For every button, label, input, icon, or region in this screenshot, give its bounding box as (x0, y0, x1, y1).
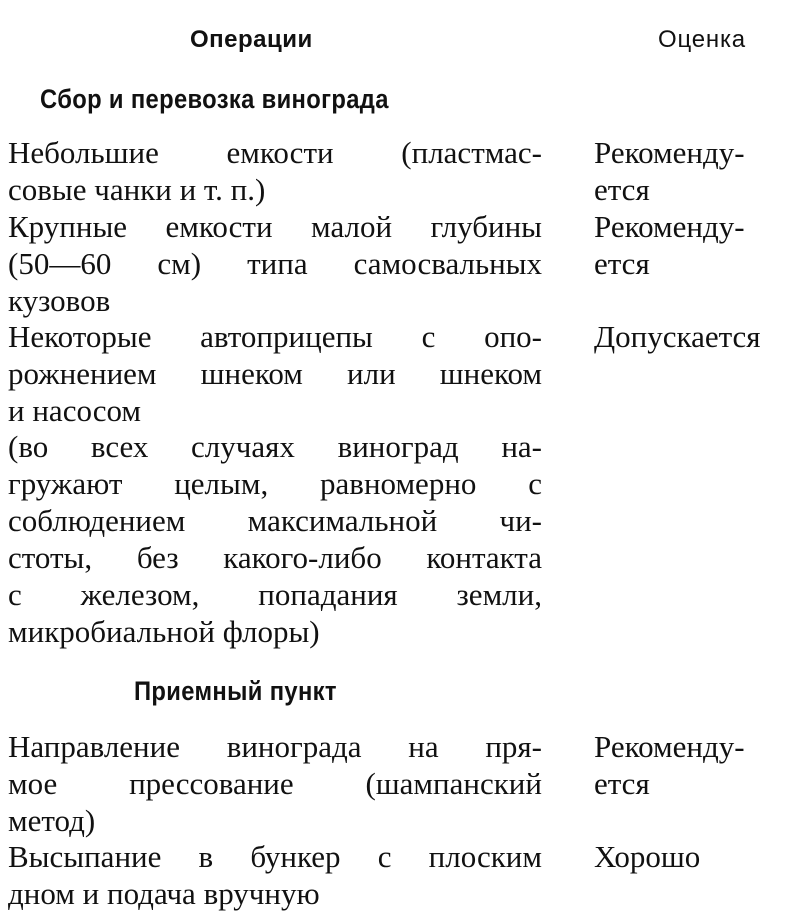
text-line: дном и подача вручную (8, 876, 320, 911)
text-line: Направление винограда на пря- (8, 729, 542, 764)
text-line: соблюдением максимальной чи- (8, 503, 542, 538)
text-line: гружают целым, равномерно с (8, 466, 542, 501)
operation-text (8, 208, 542, 319)
text-line: Некоторые автоприцепы с опо- (8, 319, 542, 354)
section-title-receiving-point: Приемный пункт (134, 676, 337, 706)
table-row (8, 134, 808, 208)
text-line: рожнением шнеком или шнеком (8, 356, 542, 391)
note-paragraph (8, 428, 808, 650)
text-line: микробиальной флоры) (8, 614, 320, 649)
text-line: и насосом (8, 393, 142, 428)
section-title-harvest: Сбор и перевозка винограда (40, 84, 389, 114)
text-line: Небольшие емкости (пластмас- (8, 135, 542, 170)
operation-text (8, 318, 542, 429)
table-row (8, 318, 808, 429)
text-line: ется (594, 246, 650, 281)
operation-text (8, 728, 542, 839)
text-line: (50—60 см) типа самосвальных (8, 246, 542, 281)
evaluation-text (594, 838, 700, 875)
text-line: стоты, без какого-либо контакта (8, 540, 542, 575)
text-line: ется (594, 172, 650, 207)
operation-text (8, 134, 542, 208)
evaluation-text (594, 728, 745, 802)
text-line: ется (594, 766, 650, 801)
column-header-evaluation: Оценка (658, 26, 746, 53)
evaluation-text (594, 318, 761, 355)
column-header-operations: Операции (190, 26, 313, 53)
text-line: Рекоменду- (594, 209, 745, 244)
evaluation-text (594, 134, 745, 208)
text-line: Высыпание в бункер с плоским (8, 839, 542, 874)
evaluation-text (594, 208, 745, 282)
text-line: Допускается (594, 319, 761, 354)
text-line: совые чанки и т. п.) (8, 172, 266, 207)
table-row (8, 838, 808, 912)
operation-text (8, 838, 542, 912)
text-line: Рекоменду- (594, 135, 745, 170)
table-row (8, 208, 808, 319)
text-line: Хорошо (594, 839, 701, 874)
text-line: мое прессование (шампанский (8, 766, 542, 801)
note-text (8, 428, 542, 650)
table-row (8, 728, 808, 839)
text-line: с железом, попадания земли, (8, 577, 542, 612)
text-line: Крупные емкости малой глубины (8, 209, 542, 244)
text-line: (во всех случаях виноград на- (8, 429, 542, 464)
text-line: метод) (8, 803, 96, 838)
text-line: кузовов (8, 283, 111, 318)
text-line: Рекоменду- (594, 729, 745, 764)
